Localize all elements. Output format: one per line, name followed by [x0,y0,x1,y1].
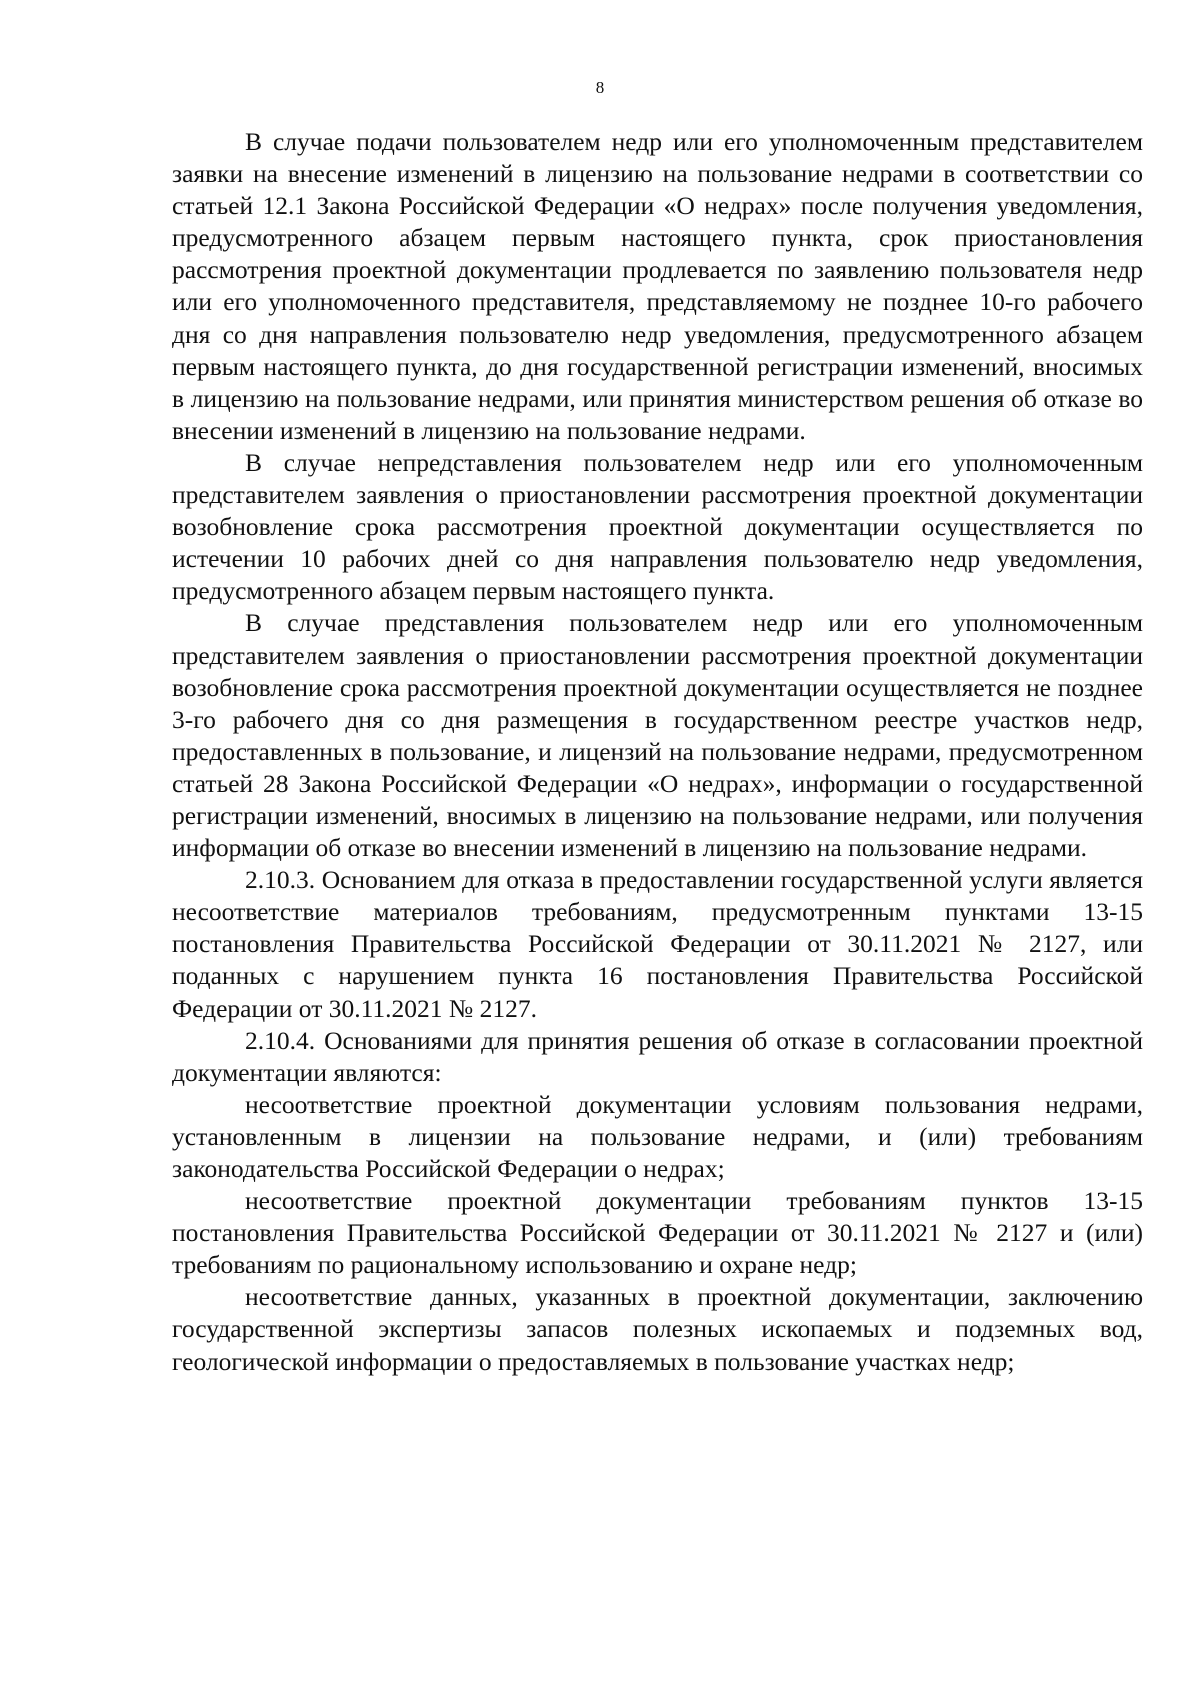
paragraph-2-10-3: 2.10.3. Основанием для отказа в предоставлении государственной услуги является несоответствие материалов требованиям, предусмотренным пунктами 13-15 постановления Правительства Российской Федерации от 30.11.2021 № 2127, или поданных с нарушением пункта 16 постановления Правительства Российской Федерации от 30.11.2021 № 2127. [172,865,1143,1023]
list-item: несоответствие данных, указанных в проектной документации, заключению государственной экспертизы запасов полезных ископаемых и подземных вод, геологической информации о предоставляемых в пользование участках недр; [172,1282,1143,1376]
document-body [172,126,1143,1378]
page-number: 8 [595,78,605,97]
paragraph-suspension-extension: В случае подачи пользователем недр или его уполномоченным представителем заявки на внесение изменений в лицензию на пользование недрами в соответствии со статьей 12.1 Закона Российской Федерации «О недрах» после получения уведомления, предусмотренного абзацем первым настоящего пункта, срок приостановления рассмотрения проектной документации продлевается по заявлению пользователя недр или его уполномоченного представителя, представляемому не позднее 10-го рабочего дня со дня направления пользователю недр уведомления, предусмотренного абзацем первым настоящего пункта, до дня государственной регистрации изменений, вносимых в лицензию на пользование недрами, или принятия министерством решения об отказе во внесении изменений в лицензию на пользование недрами. [172,127,1143,445]
list-item: несоответствие проектной документации требованиям пунктов 13-15 постановления Правительства Российской Федерации от 30.11.2021 № 2127 и (или) требованиям по рациональному использованию и охране недр; [172,1186,1143,1280]
list-item: несоответствие проектной документации условиям пользования недрами, установленным в лицензии на пользование недрами, и (или) требованиям законодательства Российской Федерации о недрах; [172,1089,1143,1183]
paragraph-application-submitted: В случае представления пользователем недр или его уполномоченным представителем заявления о приостановлении рассмотрения проектной документации возобновление срока рассмотрения проектной документации осуществляется не позднее 3-го рабочего дня со дня размещения в государственном реестре участков недр, предоставленных в пользование, и лицензий на пользование недрами, предусмотренном статьей 28 Закона Российской Федерации «О недрах», информации о государственной регистрации изменений, вносимых в лицензию на пользование недрами, или получения информации об отказе во внесении изменений в лицензию на пользование недрами. [172,608,1143,863]
paragraph-2-10-4: 2.10.4. Основаниями для принятия решения об отказе в согласовании проектной документации являются: [172,1025,1143,1087]
paragraph-no-application: В случае непредставления пользователем недр или его уполномоченным представителем заявления о приостановлении рассмотрения проектной документации возобновление срока рассмотрения проектной документации осуществляется по истечении 10 рабочих дней со дня направления пользователю недр уведомления, предусмотренного абзацем первым настоящего пункта. [172,447,1143,606]
